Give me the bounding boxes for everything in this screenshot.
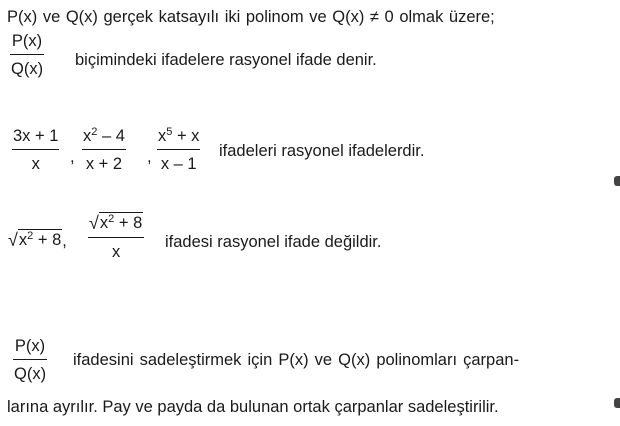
page-edge-mark (614, 398, 620, 408)
fraction-numerator: P(x) (14, 337, 46, 355)
simplify-text-continued: larına ayrılır. Pay ve payda da bulunan ortak çarpanlar sadeleştirilir. (7, 398, 499, 416)
fraction-bar (13, 359, 47, 360)
simplify-text: ifadesini sadeleştirmek için P(x) ve Q(x) polinomları çarpan- (73, 351, 520, 369)
examples-text: ifadeleri rasyonel ifadelerdir. (219, 142, 425, 160)
sqrt-symbol: √ $x^2 + 8$ (89, 213, 143, 233)
fraction-numerator: P(x) (11, 32, 43, 50)
fraction-denominator: x + 2 (85, 155, 123, 174)
definition-text: biçimindeki ifadelere rasyonel ifade denir. (75, 51, 377, 69)
fraction-bar (88, 237, 144, 238)
fraction-numerator (88, 212, 144, 234)
fraction-denominator: Q(x) (11, 60, 44, 79)
fraction-numerator: $x^2 - 4$ (83, 126, 125, 145)
fraction-denominator: x (31, 155, 40, 174)
comma-separator: , (147, 148, 152, 166)
fraction-bar (12, 149, 59, 150)
definition-fraction (10, 31, 44, 79)
nonexamples-text: ifadesi rasyonel ifade değildir. (165, 233, 382, 251)
comma-separator: , (70, 148, 75, 166)
fraction-numerator: 3x + 1 (13, 127, 59, 145)
fraction-denominator: x – 1 (160, 155, 197, 174)
sqrt-expression-1: √ $x^2 + 8$ , (8, 230, 67, 250)
example-fraction-3 (157, 126, 200, 174)
fraction-bar (82, 149, 126, 150)
sqrt-fraction (88, 212, 144, 262)
example-fraction-1 (12, 126, 59, 174)
fraction-numerator: $x^5 + x$ (158, 126, 200, 145)
simplify-fraction (13, 336, 47, 384)
fraction-denominator: x (112, 243, 121, 262)
fraction-bar (157, 149, 200, 150)
intro-line: P(x) ve Q(x) gerçek katsayılı iki polinom ve Q(x) ≠ 0 olmak üzere; (7, 8, 495, 26)
fraction-bar (10, 54, 44, 55)
sqrt-symbol: √ $x^2 + 8$ (8, 230, 62, 250)
fraction-denominator: Q(x) (14, 365, 47, 384)
page-edge-mark (614, 176, 620, 186)
example-fraction-2 (82, 126, 126, 174)
